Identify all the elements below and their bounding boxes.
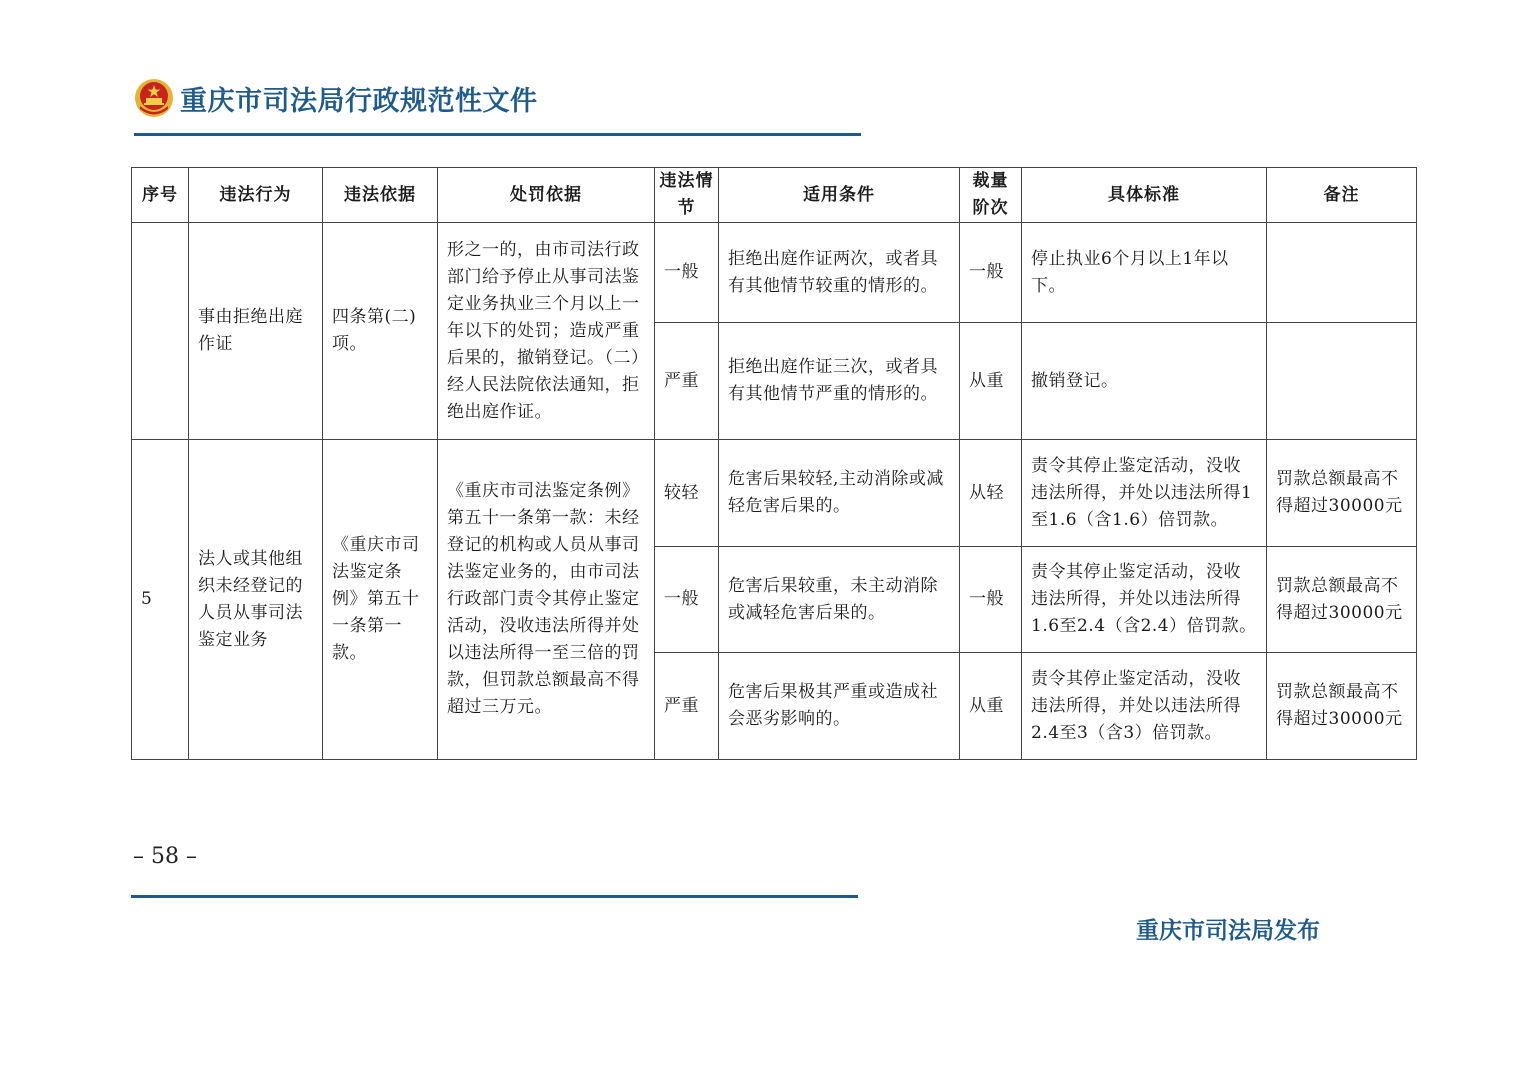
column-header-severity: 违法情节 — [655, 168, 719, 223]
discretion-standard-table — [131, 167, 1417, 760]
violation-basis: 《重庆市司法鉴定条例》第五十一条第一款。 — [323, 440, 438, 760]
column-header-level: 裁量阶次 — [960, 168, 1022, 223]
applicable-condition: 危害后果较轻,主动消除或减轻危害后果的。 — [719, 440, 960, 547]
column-header-condition: 适用条件 — [719, 168, 960, 223]
row-number — [132, 223, 189, 440]
discretion-level: 从重 — [960, 653, 1022, 760]
publisher-label: 重庆市司法局发布 — [1136, 918, 1320, 944]
footer-divider — [131, 895, 858, 898]
specific-standard: 撤销登记。 — [1022, 323, 1267, 440]
national-emblem-icon — [134, 78, 174, 118]
discretion-level: 从重 — [960, 323, 1022, 440]
remark: 罚款总额最高不得超过30000元 — [1267, 547, 1417, 653]
remark: 罚款总额最高不得超过30000元 — [1267, 653, 1417, 760]
column-header-penalty-basis: 处罚依据 — [438, 168, 655, 223]
violation-behavior: 事由拒绝出庭作证 — [189, 223, 323, 440]
applicable-condition: 拒绝出庭作证三次，或者具有其他情节严重的情形的。 — [719, 323, 960, 440]
table-row — [132, 223, 1417, 323]
discretion-level: 从轻 — [960, 440, 1022, 547]
violation-behavior: 法人或其他组织未经登记的人员从事司法鉴定业务 — [189, 440, 323, 760]
column-header-standard: 具体标准 — [1022, 168, 1267, 223]
row-number: 5 — [132, 440, 189, 760]
specific-standard: 责令其停止鉴定活动，没收违法所得，并处以违法所得1至1.6（含1.6）倍罚款。 — [1022, 440, 1267, 547]
penalty-basis: 《重庆市司法鉴定条例》第五十一条第一款：未经登记的机构或人员从事司法鉴定业务的，由市司法行政部门责令其停止鉴定活动，没收违法所得并处以违法所得一至三倍的罚款，但罚款总额最高不得超过三万元。 — [438, 440, 655, 760]
applicable-condition: 危害后果较重，未主动消除或减轻危害后果的。 — [719, 547, 960, 653]
specific-standard: 停止执业6个月以上1年以下。 — [1022, 223, 1267, 323]
discretion-level: 一般 — [960, 547, 1022, 653]
severity: 严重 — [655, 323, 719, 440]
document-header — [134, 78, 538, 118]
severity: 一般 — [655, 547, 719, 653]
header-divider — [134, 133, 861, 136]
column-header-note: 备注 — [1267, 168, 1417, 223]
severity: 严重 — [655, 653, 719, 760]
violation-basis: 四条第(二)项。 — [323, 223, 438, 440]
severity: 一般 — [655, 223, 719, 323]
severity: 较轻 — [655, 440, 719, 547]
column-header-no: 序号 — [132, 168, 189, 223]
table-row — [132, 440, 1417, 547]
remark — [1267, 323, 1417, 440]
column-header-basis: 违法依据 — [323, 168, 438, 223]
applicable-condition: 拒绝出庭作证两次，或者具有其他情节较重的情形的。 — [719, 223, 960, 323]
remark — [1267, 223, 1417, 323]
page-number: – 58 – — [133, 844, 197, 869]
remark: 罚款总额最高不得超过30000元 — [1267, 440, 1417, 547]
specific-standard: 责令其停止鉴定活动，没收违法所得，并处以违法所得2.4至3（含3）倍罚款。 — [1022, 653, 1267, 760]
applicable-condition: 危害后果极其严重或造成社会恶劣影响的。 — [719, 653, 960, 760]
table-header-row — [132, 168, 1417, 223]
discretion-level: 一般 — [960, 223, 1022, 323]
penalty-basis: 形之一的，由市司法行政部门给予停止从事司法鉴定业务执业三个月以上一年以下的处罚；造成严重后果的，撤销登记。（二）经人民法院依法通知，拒绝出庭作证。 — [438, 223, 655, 440]
specific-standard: 责令其停止鉴定活动，没收违法所得，并处以违法所得1.6至2.4（含2.4）倍罚款。 — [1022, 547, 1267, 653]
column-header-behavior: 违法行为 — [189, 168, 323, 223]
document-header-title: 重庆市司法局行政规范性文件 — [180, 85, 538, 117]
